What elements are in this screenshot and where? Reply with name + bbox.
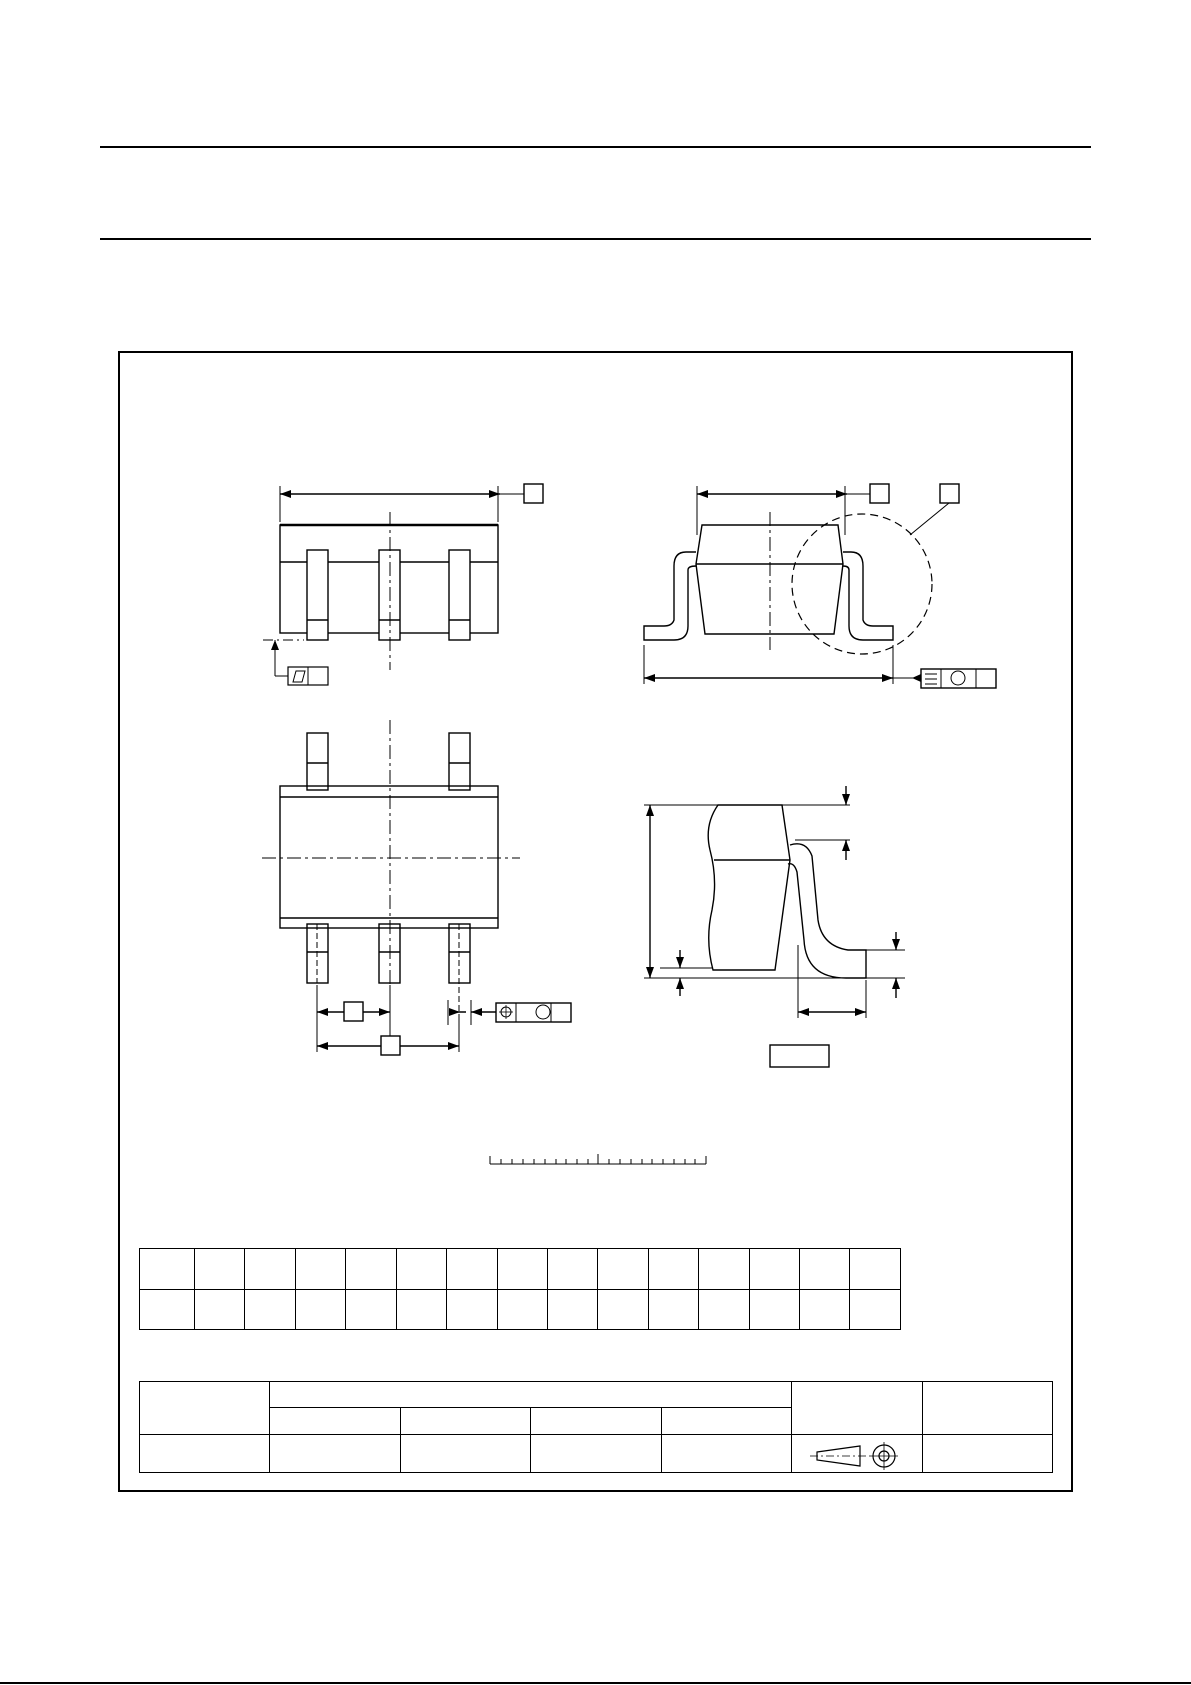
lead-5-bottom — [307, 733, 328, 790]
table-row — [140, 1434, 1053, 1472]
lead-4-bottom — [449, 733, 470, 790]
pitch-e1-box — [344, 1002, 363, 1021]
detail-ref-box — [940, 484, 959, 503]
detail-view — [644, 786, 905, 1067]
top-view — [263, 484, 543, 685]
table-row — [140, 1249, 901, 1290]
page-bottom-rule — [0, 1682, 1191, 1684]
side-view — [644, 484, 996, 688]
datum-box-a — [524, 484, 543, 503]
detail-lead — [788, 844, 866, 978]
pitch-e-box — [381, 1036, 400, 1055]
detail-label-box — [770, 1045, 829, 1067]
bottom-view — [262, 720, 571, 1055]
dimension-table — [139, 1248, 901, 1330]
detail-circle — [792, 514, 932, 654]
lead-right-side — [843, 552, 893, 640]
scale-bar — [490, 1154, 706, 1164]
datum-box-b — [870, 484, 889, 503]
lead-1-top — [307, 550, 328, 640]
body-outline-bottom — [280, 786, 498, 928]
outline-version-table — [139, 1381, 1053, 1473]
table-row — [140, 1382, 1053, 1408]
lead-left-side — [644, 552, 696, 640]
position-tolerance-callout — [496, 1003, 571, 1022]
detail-body — [708, 805, 790, 970]
table-row — [140, 1289, 901, 1330]
lead-3-top — [449, 550, 470, 640]
